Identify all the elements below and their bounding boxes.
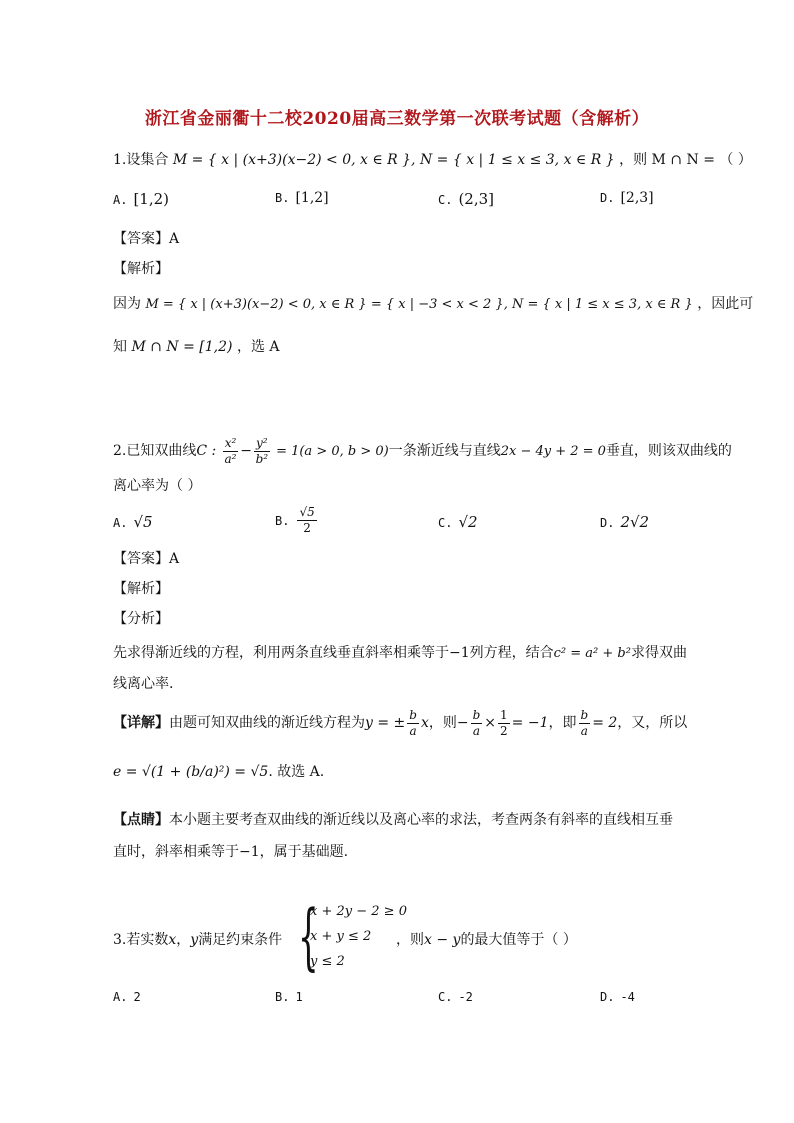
q2-option-d: D. 2√2 xyxy=(600,513,650,531)
q1-option-d: D. [2,3] xyxy=(600,190,654,206)
q2-frac-x: $\frac{\text{x²}}{\text{a²}}$ xyxy=(224,435,237,466)
q2-analysis-text2: 线离心率. xyxy=(113,676,174,692)
q1-option-b: B. [1,2] xyxy=(275,190,329,206)
q2-stem-line2: 离心率为（ ） xyxy=(113,478,202,494)
q3-option-a: A. 2 xyxy=(113,990,141,1004)
q3-option-c: C. -2 xyxy=(438,990,473,1004)
q2-detail-line1: 【详解】由题可知双曲线的渐近线方程为y = ± $\frac{b}{a}$ x，则− $\frac{b}{a}$ × $\frac{1}{2}$ = −1，即 $\frac{b}{a}$ = 2，又，所以 xyxy=(113,707,688,738)
q2-option-b: B. $\frac{√5}{2}$ xyxy=(275,505,315,535)
q1-answer: 【答案】A xyxy=(113,231,180,247)
q1-analysis-line1: 因为 M = { x | (x+3)(x−2) < 0, x ∈ R } = { x | −3 < x < 2 }, N = { x | 1 ≤ x ≤ 3, x ∈ R } ，因此可 xyxy=(113,296,754,312)
q2-answer: 【答案】A xyxy=(113,551,180,567)
q3-option-b: B. 1 xyxy=(275,990,303,1004)
q2-analysis-heading: 【解析】 xyxy=(113,581,169,597)
q2-analysis-sub: 【分析】 xyxy=(113,611,169,627)
q1-option-a: A. [1,2) xyxy=(113,190,170,208)
q2-analysis-text1: 先求得渐近线的方程，利用两条直线垂直斜率相乘等于−1列方程，结合c² = a² + b²求得双曲 xyxy=(113,645,687,661)
q3-stem-end: ，则x − y的最大值等于（ ） xyxy=(396,932,577,948)
q3-constraint-2: x + y ≤ 2 xyxy=(310,929,372,944)
q2-detail-line2: e = √(1 + (b/a)²) = √5. 故选 A. xyxy=(113,764,325,780)
q1-stem-math: M = { x | (x+3)(x−2) < 0, x ∈ R }, N = { x | 1 ≤ x ≤ 3, x ∈ R } xyxy=(172,152,615,168)
q2-comment-line1: 【点睛】本小题主要考查双曲线的渐近线以及离心率的求法，考查两条有斜率的直线相互垂 xyxy=(113,812,673,828)
q1-option-c: C. (2,3] xyxy=(438,190,495,208)
q2-option-c: C. √2 xyxy=(438,513,478,531)
q3-stem: 3.若实数x，y满足约束条件 xyxy=(113,932,283,948)
q2-frac-y: $\frac{\text{y²}}{\text{b²}}$ xyxy=(255,435,269,466)
q1-analysis-line2: 知 M ∩ N = [1,2) ，选 A xyxy=(113,339,280,355)
q3-constraint-3: y ≤ 2 xyxy=(310,954,345,969)
q1-stem xyxy=(113,150,752,170)
q2-stem: 2.已知双曲线C : $\frac{\text{x²}}{\text{a²}}$ − $\frac{\text{y²}}{\text{b²}}$ = 1(a > 0, b > 0)一条渐近线与直线2x − 4y + 2 = 0垂直，则该双曲线的 xyxy=(113,435,732,466)
q1-stem-suffix: ，则 M ∩ N = （ ） xyxy=(619,152,752,168)
q2-comment-line2: 直时，斜率相乘等于−1，属于基础题. xyxy=(113,844,349,860)
q1-stem-prefix: 1.设集合 xyxy=(113,152,169,168)
q3-constraint-1: x + 2y − 2 ≥ 0 xyxy=(310,904,407,919)
q1-analysis-heading: 【解析】 xyxy=(113,261,169,277)
left-brace-icon: { xyxy=(298,894,319,978)
page-title: 浙江省金丽衢十二校2020届高三数学第一次联考试题（含解析） xyxy=(144,109,650,129)
q3-option-d: D. -4 xyxy=(600,990,635,1004)
q2-option-a: A. √5 xyxy=(113,513,153,531)
